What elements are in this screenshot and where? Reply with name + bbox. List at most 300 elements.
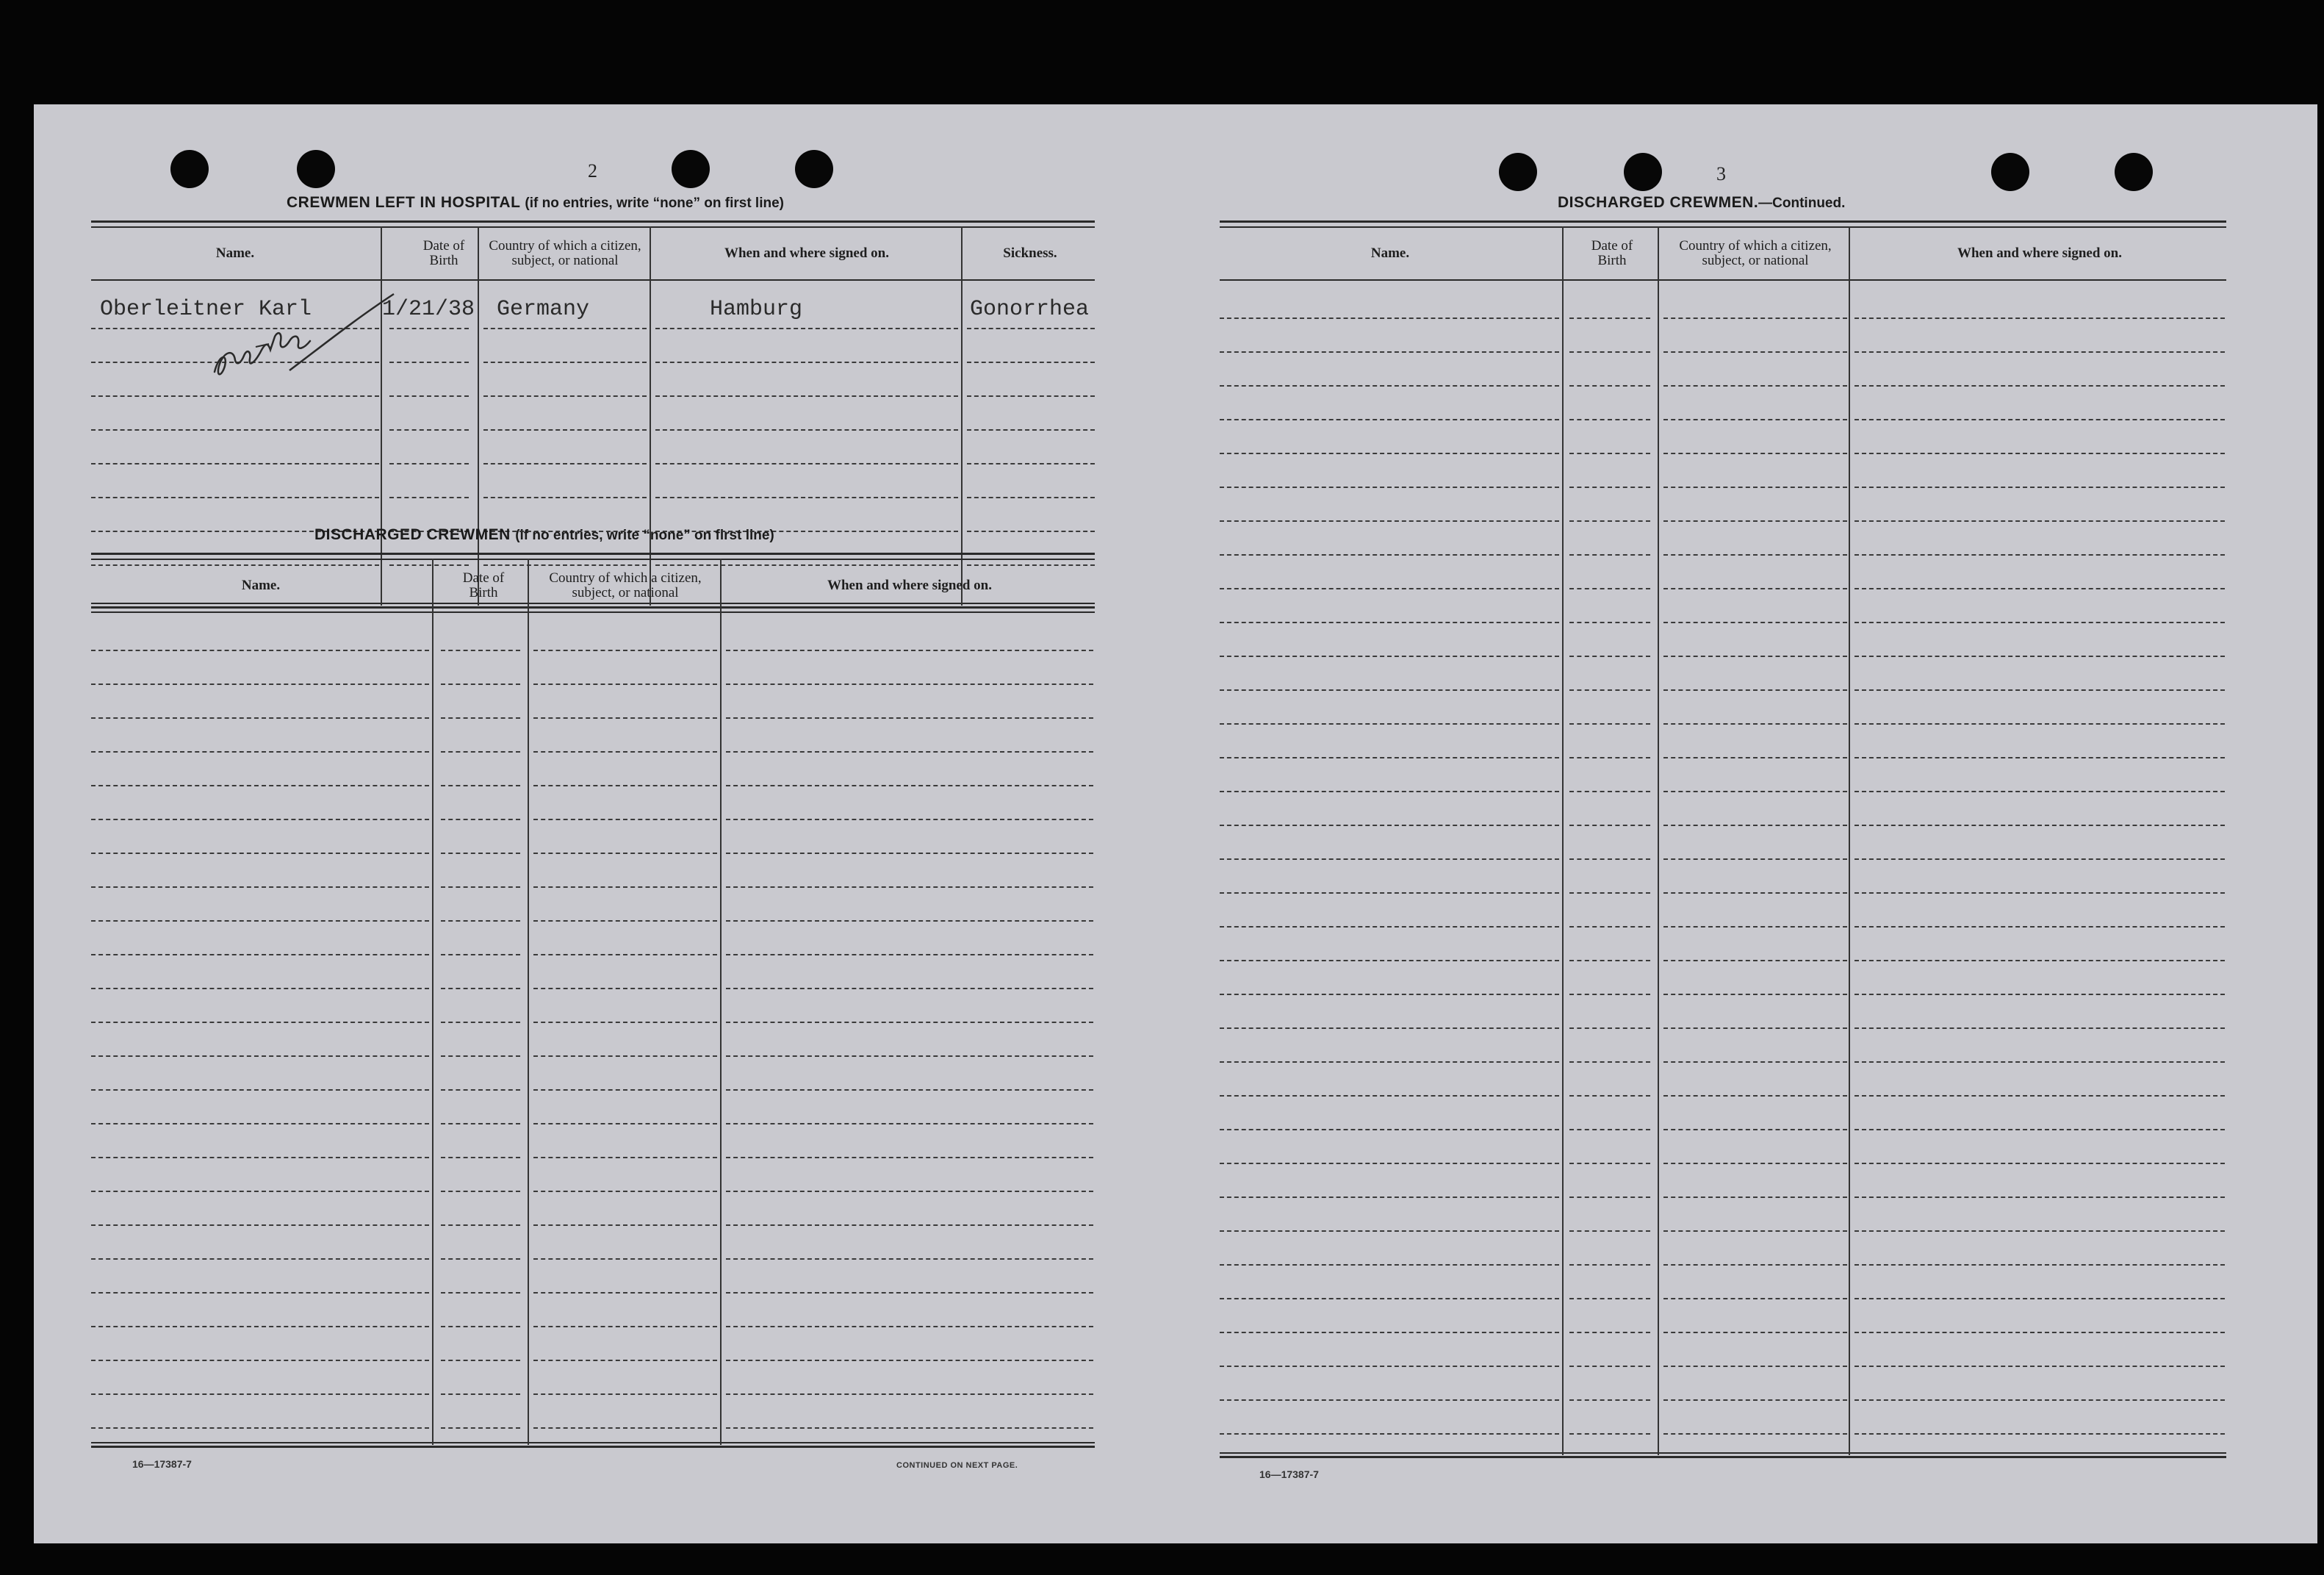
row-rule [533, 819, 717, 820]
row-rule [1220, 757, 1559, 758]
row-rule [726, 1427, 1093, 1429]
punch-hole [1499, 153, 1537, 191]
handwritten-signature [209, 290, 400, 385]
row-rule [1220, 1095, 1559, 1097]
row-rule [1663, 351, 1847, 353]
row-rule [1854, 926, 2225, 928]
row-rule [726, 1224, 1093, 1226]
row-rule [1220, 487, 1559, 488]
row-rule [91, 717, 429, 719]
row-rule [441, 1089, 520, 1091]
row-rule [533, 1089, 717, 1091]
row-rule [441, 954, 520, 955]
row-rule [1569, 926, 1650, 928]
hospital-section-title: CREWMEN LEFT IN HOSPITAL (if no entries, write “none” on first line) [287, 194, 784, 211]
row-rule [1569, 1027, 1650, 1029]
row-rule [726, 988, 1093, 989]
row-rule [533, 853, 717, 854]
header-rule [91, 279, 1095, 281]
row-rule [441, 920, 520, 922]
row-rule [441, 1292, 520, 1294]
row-rule [1569, 1298, 1650, 1299]
row-rule [1663, 1027, 1847, 1029]
row-rule [1854, 1197, 2225, 1198]
row-rule [1854, 385, 2225, 387]
row-rule [1220, 317, 1559, 319]
row-rule [441, 1022, 520, 1023]
row-rule [1569, 520, 1650, 522]
continued-note: CONTINUED ON NEXT PAGE. [896, 1461, 1018, 1470]
row-rule [1220, 351, 1559, 353]
row-rule [483, 395, 647, 397]
row-rule [1663, 453, 1847, 454]
row-rule [726, 1326, 1093, 1327]
row-rule [726, 1258, 1093, 1260]
row-rule [1663, 825, 1847, 826]
column-header-signed-on: When and where signed on. [827, 578, 992, 593]
row-rule [726, 751, 1093, 753]
column-header-name: Name. [241, 578, 281, 593]
row-rule [1220, 520, 1559, 522]
column-header-sickness: Sickness. [1003, 245, 1057, 261]
row-rule [1569, 317, 1650, 319]
column-divider [1562, 226, 1564, 1455]
column-header-signed-on: When and where signed on. [1957, 245, 2122, 261]
row-rule [1569, 1264, 1650, 1266]
row-rule [91, 819, 429, 820]
row-rule [91, 1292, 429, 1294]
row-rule [91, 463, 379, 464]
row-rule [1220, 1399, 1559, 1401]
row-rule [726, 819, 1093, 820]
row-rule [967, 429, 1095, 431]
form-number-left: 16—17387-7 [132, 1458, 192, 1470]
row-rule [1220, 791, 1559, 792]
punch-hole [1991, 153, 2029, 191]
row-rule [533, 1055, 717, 1057]
row-rule [533, 684, 717, 685]
row-rule [1220, 419, 1559, 420]
row-rule [1663, 892, 1847, 894]
row-rule [533, 954, 717, 955]
column-header-country: Country of which a citizen, subject, or national [1679, 238, 1832, 268]
row-rule [1663, 1264, 1847, 1266]
discharged-table-left [91, 553, 1095, 1454]
row-rule [1663, 520, 1847, 522]
row-rule [1220, 1163, 1559, 1164]
row-rule [967, 362, 1095, 363]
punch-hole [1624, 153, 1662, 191]
row-rule [1220, 1230, 1559, 1232]
row-rule [1220, 1264, 1559, 1266]
row-rule [1663, 1197, 1847, 1198]
column-divider [1849, 226, 1850, 1455]
row-rule [1663, 419, 1847, 420]
row-rule [533, 717, 717, 719]
row-rule [389, 362, 469, 363]
hospital-table [91, 220, 1095, 610]
row-rule [1220, 622, 1559, 623]
row-rule [91, 497, 379, 498]
row-rule [726, 684, 1093, 685]
row-rule [1854, 723, 2225, 725]
row-rule [655, 362, 958, 363]
form-number-right: 16—17387-7 [1259, 1468, 1319, 1480]
row-rule [1854, 1366, 2225, 1367]
row-rule [441, 717, 520, 719]
row-rule [1854, 1433, 2225, 1435]
row-rule [1220, 1129, 1559, 1130]
row-rule [1569, 487, 1650, 488]
row-rule [1854, 1230, 2225, 1232]
row-rule [967, 328, 1095, 329]
row-rule [441, 1191, 520, 1192]
row-rule [91, 1191, 429, 1192]
row-rule [1220, 926, 1559, 928]
row-rule [1569, 1332, 1650, 1333]
row-rule [389, 497, 469, 498]
row-rule [1569, 622, 1650, 623]
column-divider [650, 226, 651, 606]
row-rule [91, 1326, 429, 1327]
row-rule [1854, 994, 2225, 995]
row-rule [533, 886, 717, 888]
row-rule [91, 785, 429, 786]
row-rule [389, 463, 469, 464]
discharged-section-title: DISCHARGED CREWMEN (if no entries, write “none” on first line) [314, 526, 774, 543]
form-sheet [34, 104, 2317, 1543]
row-rule [91, 1123, 429, 1124]
row-rule [1220, 554, 1559, 556]
row-rule [441, 1427, 520, 1429]
row-rule [483, 497, 647, 498]
row-rule [1854, 1095, 2225, 1097]
row-rule [1220, 994, 1559, 995]
row-rule [1663, 858, 1847, 860]
row-rule [726, 1089, 1093, 1091]
row-rule [441, 785, 520, 786]
row-rule [655, 395, 958, 397]
row-rule [441, 751, 520, 753]
row-rule [1569, 1197, 1650, 1198]
hospital-entry-signed-on: Hamburg [710, 297, 803, 322]
row-rule [1854, 1027, 2225, 1029]
row-rule [1663, 723, 1847, 725]
row-rule [1569, 588, 1650, 589]
row-rule [726, 785, 1093, 786]
row-rule [1663, 1163, 1847, 1164]
row-rule [1854, 892, 2225, 894]
row-rule [1854, 757, 2225, 758]
row-rule [1569, 994, 1650, 995]
row-rule [655, 463, 958, 464]
row-rule [1220, 588, 1559, 589]
row-rule [1663, 926, 1847, 928]
column-header-date-of-birth: Date of Birth [1591, 238, 1633, 268]
row-rule [1663, 757, 1847, 758]
hospital-entry-sickness: Gonorrhea [970, 297, 1090, 322]
row-rule [1220, 1433, 1559, 1435]
row-rule [1569, 351, 1650, 353]
row-rule [91, 429, 379, 431]
row-rule [1663, 317, 1847, 319]
row-rule [91, 886, 429, 888]
row-rule [483, 463, 647, 464]
row-rule [726, 920, 1093, 922]
row-rule [1663, 487, 1847, 488]
row-rule [533, 1360, 717, 1361]
row-rule [967, 497, 1095, 498]
table-bottom-rule [91, 1442, 1095, 1448]
row-rule [533, 1224, 717, 1226]
row-rule [389, 395, 469, 397]
row-rule [726, 1123, 1093, 1124]
row-rule [1854, 419, 2225, 420]
row-rule [441, 1393, 520, 1395]
row-rule [726, 1360, 1093, 1361]
row-rule [1663, 622, 1847, 623]
row-rule [533, 1292, 717, 1294]
row-rule [389, 328, 469, 329]
row-rule [1854, 317, 2225, 319]
row-rule [1220, 1197, 1559, 1198]
row-rule [91, 1258, 429, 1260]
row-rule [1854, 1129, 2225, 1130]
hospital-entry-date-of-birth: 1/21/38 [382, 297, 475, 322]
row-rule [1854, 1298, 2225, 1299]
row-rule [726, 1292, 1093, 1294]
row-rule [91, 988, 429, 989]
column-header-date-of-birth: Date of Birth [462, 570, 505, 600]
row-rule [533, 1157, 717, 1158]
row-rule [441, 1157, 520, 1158]
row-rule [533, 1427, 717, 1429]
row-rule [1663, 1366, 1847, 1367]
row-rule [533, 1022, 717, 1023]
row-rule [726, 886, 1093, 888]
row-rule [1569, 858, 1650, 860]
row-rule [1220, 1366, 1559, 1367]
row-rule [1854, 588, 2225, 589]
row-rule [1663, 1230, 1847, 1232]
row-rule [1663, 554, 1847, 556]
row-rule [91, 684, 429, 685]
row-rule [1854, 487, 2225, 488]
row-rule [533, 920, 717, 922]
row-rule [1854, 825, 2225, 826]
row-rule [1854, 960, 2225, 961]
punch-hole [297, 150, 335, 188]
row-rule [483, 328, 647, 329]
column-divider [432, 559, 433, 1445]
row-rule [483, 429, 647, 431]
row-rule [91, 1393, 429, 1395]
row-rule [1663, 385, 1847, 387]
row-rule [655, 429, 958, 431]
row-rule [441, 1360, 520, 1361]
row-rule [726, 1157, 1093, 1158]
row-rule [967, 531, 1095, 532]
row-rule [483, 362, 647, 363]
row-rule [655, 497, 958, 498]
row-rule [1854, 656, 2225, 657]
row-rule [726, 1055, 1093, 1057]
row-rule [91, 954, 429, 955]
row-rule [441, 1123, 520, 1124]
row-rule [1854, 351, 2225, 353]
row-rule [726, 1022, 1093, 1023]
row-rule [533, 650, 717, 651]
row-rule [1663, 1298, 1847, 1299]
row-rule [91, 1224, 429, 1226]
row-rule [1220, 892, 1559, 894]
row-rule [533, 751, 717, 753]
row-rule [1569, 960, 1650, 961]
row-rule [91, 853, 429, 854]
row-rule [1569, 1230, 1650, 1232]
page-number-left: 2 [588, 160, 597, 182]
row-rule [1220, 1298, 1559, 1299]
row-rule [441, 1326, 520, 1327]
page-number-right: 3 [1716, 163, 1726, 184]
row-rule [1569, 1399, 1650, 1401]
punch-hole [672, 150, 710, 188]
row-rule [1663, 1332, 1847, 1333]
row-rule [726, 1191, 1093, 1192]
punch-hole [170, 150, 209, 188]
row-rule [1569, 1095, 1650, 1097]
table-top-rule [91, 553, 1095, 560]
row-rule [91, 920, 429, 922]
row-rule [91, 1089, 429, 1091]
table-top-rule [91, 220, 1095, 228]
column-header-signed-on: When and where signed on. [724, 245, 889, 261]
row-rule [726, 717, 1093, 719]
row-rule [1220, 385, 1559, 387]
row-rule [1220, 453, 1559, 454]
row-rule [1854, 1264, 2225, 1266]
row-rule [91, 1055, 429, 1057]
column-header-name: Name. [215, 245, 255, 261]
header-rule [1220, 279, 2226, 281]
row-rule [1569, 419, 1650, 420]
row-rule [441, 1258, 520, 1260]
row-rule [726, 650, 1093, 651]
row-rule [1569, 892, 1650, 894]
row-rule [1569, 757, 1650, 758]
row-rule [441, 684, 520, 685]
row-rule [1854, 622, 2225, 623]
row-rule [441, 819, 520, 820]
row-rule [967, 463, 1095, 464]
row-rule [1663, 791, 1847, 792]
row-rule [533, 1393, 717, 1395]
row-rule [1220, 689, 1559, 691]
header-rule [91, 611, 1095, 613]
row-rule [91, 751, 429, 753]
row-rule [1569, 656, 1650, 657]
row-rule [1220, 1061, 1559, 1063]
column-divider [720, 559, 722, 1445]
row-rule [1569, 1163, 1650, 1164]
row-rule [1569, 453, 1650, 454]
row-rule [1569, 689, 1650, 691]
row-rule [1854, 1061, 2225, 1063]
row-rule [1220, 960, 1559, 961]
column-divider [961, 226, 963, 606]
row-rule [1854, 858, 2225, 860]
row-rule [1569, 723, 1650, 725]
row-rule [441, 1224, 520, 1226]
row-rule [967, 395, 1095, 397]
row-rule [1569, 825, 1650, 826]
column-divider [381, 226, 382, 606]
row-rule [1663, 994, 1847, 995]
row-rule [441, 988, 520, 989]
row-rule [1663, 1095, 1847, 1097]
row-rule [1663, 588, 1847, 589]
row-rule [1569, 385, 1650, 387]
row-rule [1663, 960, 1847, 961]
column-header-date-of-birth: Date of Birth [422, 238, 465, 268]
row-rule [1854, 1399, 2225, 1401]
row-rule [1569, 1433, 1650, 1435]
row-rule [441, 886, 520, 888]
row-rule [1854, 689, 2225, 691]
row-rule [91, 395, 379, 397]
row-rule [1569, 1061, 1650, 1063]
row-rule [726, 853, 1093, 854]
column-divider [478, 226, 479, 606]
row-rule [1220, 858, 1559, 860]
row-rule [389, 429, 469, 431]
row-rule [91, 650, 429, 651]
row-rule [91, 1360, 429, 1361]
row-rule [1854, 1332, 2225, 1333]
row-rule [1854, 520, 2225, 522]
row-rule [533, 1258, 717, 1260]
row-rule [533, 1191, 717, 1192]
row-rule [1854, 1163, 2225, 1164]
row-rule [533, 988, 717, 989]
hospital-entry-country: Germany [497, 297, 590, 322]
row-rule [1663, 689, 1847, 691]
hospital-entry-name: Oberleitner Karl [100, 297, 312, 322]
table-bottom-rule [1220, 1452, 2226, 1458]
row-rule [533, 785, 717, 786]
column-header-country: Country of which a citizen, subject, or national [549, 570, 702, 600]
row-rule [533, 1326, 717, 1327]
row-rule [1569, 1129, 1650, 1130]
row-rule [726, 954, 1093, 955]
row-rule [1663, 1399, 1847, 1401]
row-rule [1220, 1027, 1559, 1029]
discharged-continued-title: DISCHARGED CREWMEN.—Continued. [1558, 194, 1846, 211]
row-rule [655, 328, 958, 329]
row-rule [1220, 825, 1559, 826]
table-top-rule [1220, 220, 2226, 228]
column-divider [528, 559, 529, 1445]
column-header-country: Country of which a citizen, subject, or national [489, 238, 641, 268]
row-rule [1663, 1433, 1847, 1435]
row-rule [1220, 723, 1559, 725]
row-rule [1854, 791, 2225, 792]
row-rule [533, 1123, 717, 1124]
row-rule [91, 1157, 429, 1158]
row-rule [1663, 1129, 1847, 1130]
row-rule [441, 650, 520, 651]
row-rule [1854, 453, 2225, 454]
